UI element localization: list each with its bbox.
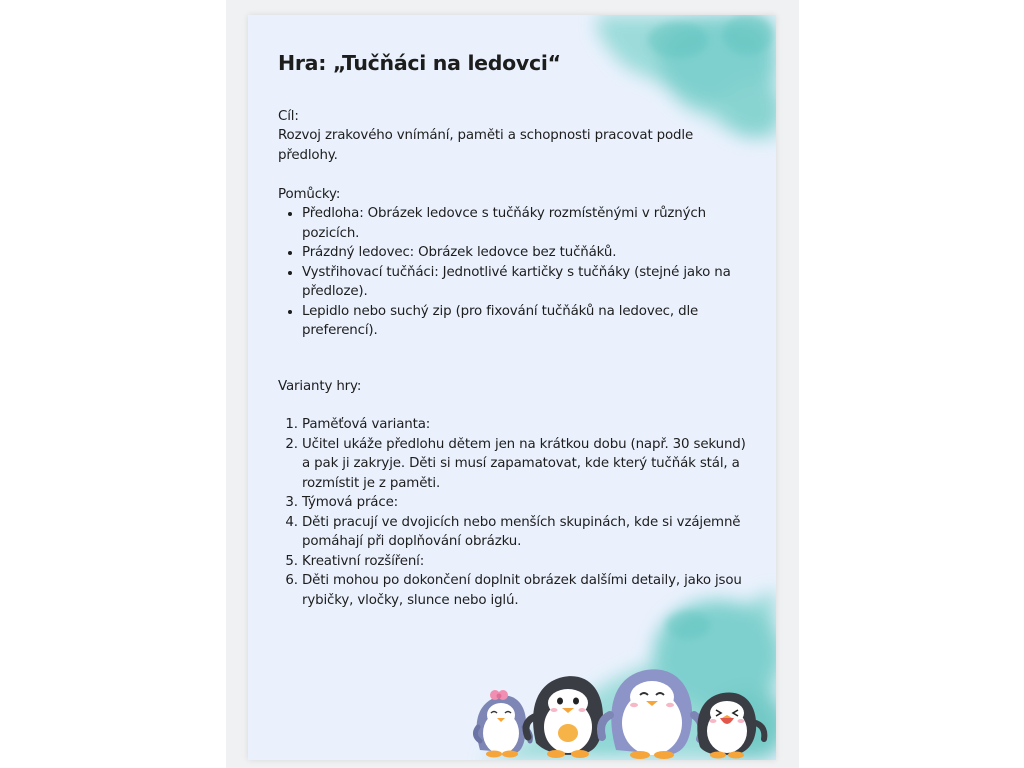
black-penguin: [526, 676, 603, 758]
variants-list: [278, 415, 754, 610]
list-item: 2. Učitel ukáže předlohu dětem jen na krátkou dobu (např. 30 sekund) a pak ji zakryje. Děti si musí zapamatovat, kde který tučňák stál, a rozmístit je z paměti.: [302, 435, 754, 494]
list-item: • Prázdný ledovec: Obrázek ledovce bez tučňáků.: [302, 243, 754, 263]
list-item: • Předloha: Obrázek ledovce s tučňáky rozmístěnými v různých pozicích.: [302, 204, 754, 243]
list-item: 1. Paměťová varianta:: [302, 415, 754, 435]
list-item: 3. Týmová práce:: [302, 493, 754, 513]
aids-list: [278, 204, 754, 341]
document-title: Hra: „Tučňáci na ledovci“: [278, 51, 561, 75]
list-item: 4. Děti pracují ve dvojicích nebo menších skupinách, kde si vzájemně pomáhají při doplňování obrázku.: [302, 513, 754, 552]
goal-text: Rozvoj zrakového vnímání, paměti a schopnosti pracovat podle předlohy.: [278, 128, 694, 163]
laughing-penguin: [697, 692, 764, 758]
list-item: 5. Kreativní rozšíření:: [302, 552, 754, 572]
goal-heading: Cíl:: [278, 109, 299, 124]
purple-penguin: [601, 669, 702, 759]
list-item: 6. Děti mohou po dokončení doplnit obrázek dalšími detaily, jako jsou rybičky, vločky, slunce nebo iglú.: [302, 571, 754, 610]
aids-heading: Pomůcky:: [278, 187, 341, 202]
list-item: • Lepidlo nebo suchý zip (pro fixování tučňáků na ledovec, dle preferencí).: [302, 302, 754, 341]
penguin-family-illustration: [468, 655, 768, 760]
pink-bow-penguin: [475, 690, 530, 758]
document-page: [248, 15, 776, 760]
list-item: • Vystřihovací tučňáci: Jednotlivé kartičky s tučňáky (stejné jako na předloze).: [302, 263, 754, 302]
variants-heading: Varianty hry:: [278, 379, 362, 394]
